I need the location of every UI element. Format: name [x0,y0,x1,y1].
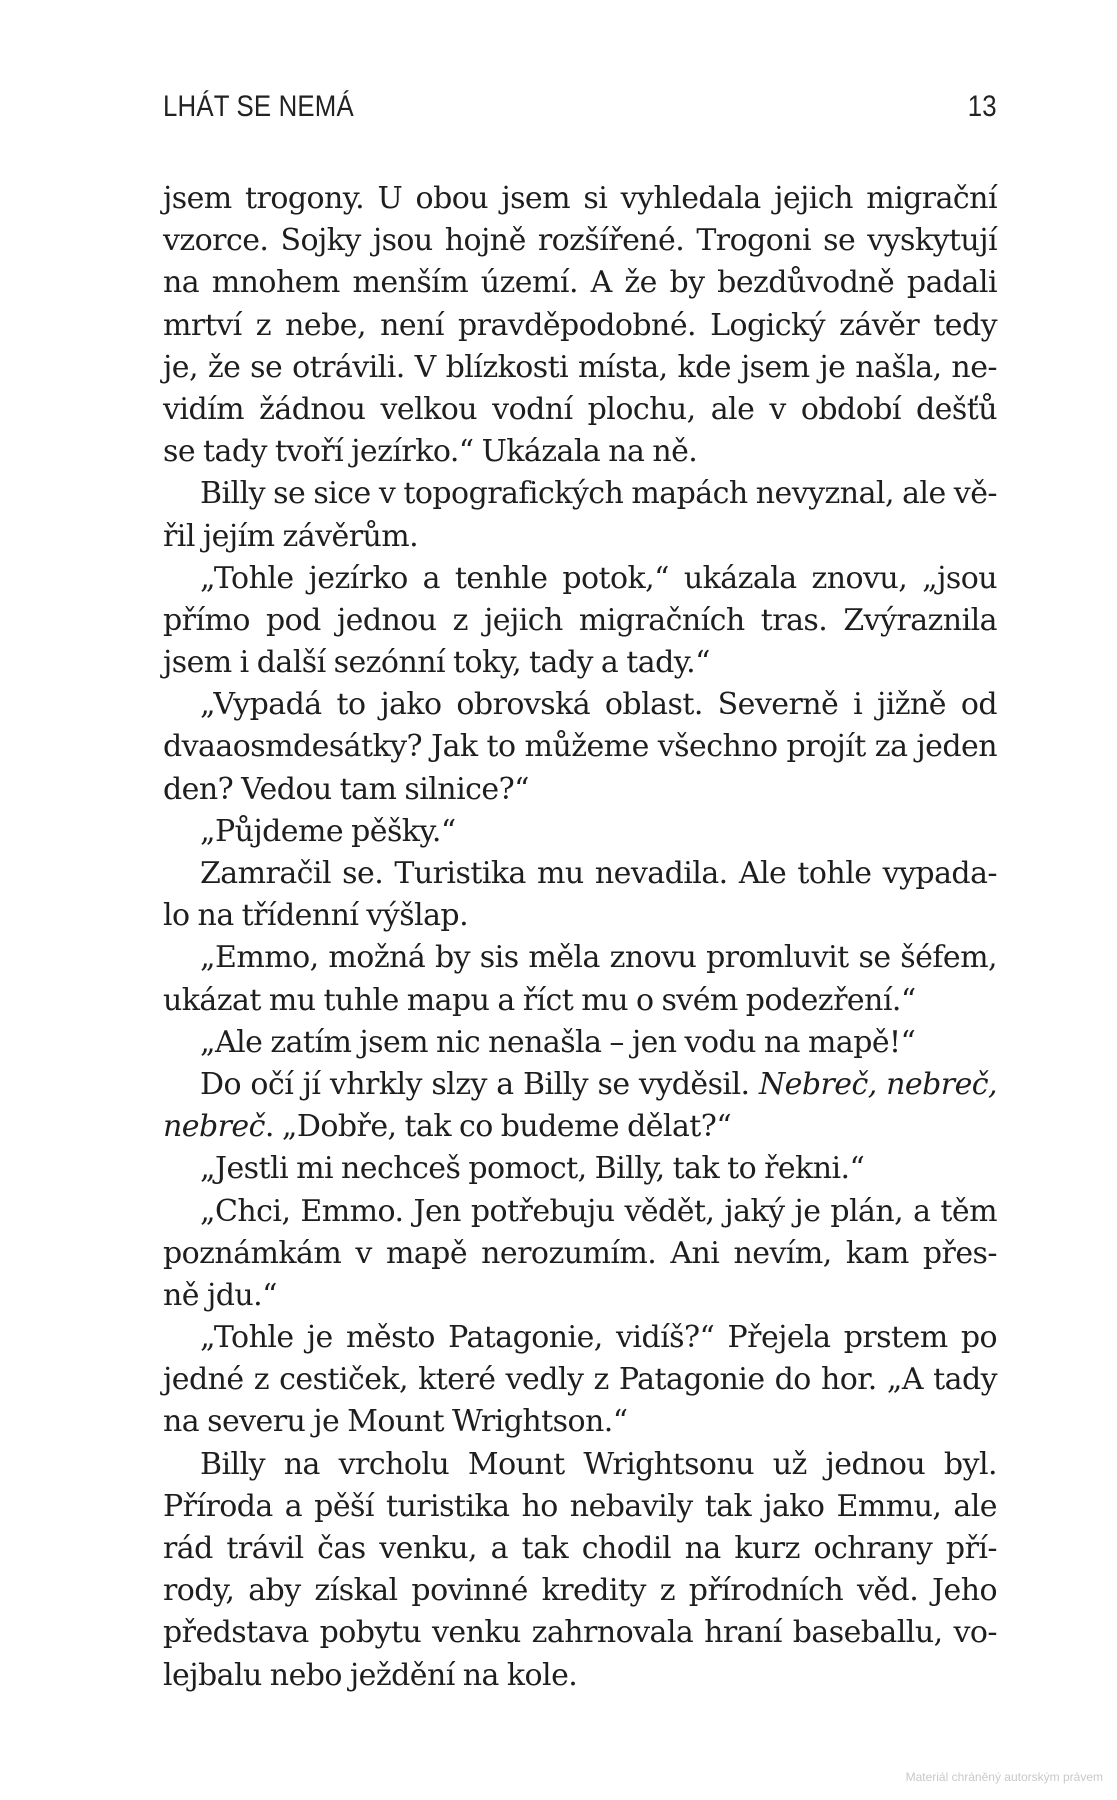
text-line: Zamračil se. Turistika mu nevadila. Ale tohle vypada- [200,856,997,891]
body-text [163,178,997,1697]
text-line: jsem i další sezónní toky, tady a tady.“ [163,645,710,681]
text-line: „Půjdeme pěšky.“ [200,813,456,849]
text-line: „Chci, Emmo. Jen potřebuju vědět, jaký je plán, a těm [200,1193,997,1229]
text-line: rád trávil čas venku, a tak chodil na kurz ochrany pří- [163,1531,997,1566]
text-line: na severu je Mount Wrightson.“ [163,1404,628,1440]
italic-text: Nebreč, nebreč, [758,1066,998,1102]
text-line: jedné z cestiček, které vedly z Patagonie do hor. „A tady [163,1362,997,1398]
text-line: řil jejím závěrům. [163,518,419,554]
copyright-watermark: Materiál chráněný autorským právem [905,1770,1103,1784]
text-line: na mnohem menším území. A že by bezdůvodně padali [163,265,997,301]
text-line: „Ale zatím jsem nic nenašla – jen vodu na mapě!“ [200,1024,916,1060]
text-line: „Jestli mi nechceš pomoct, Billy, tak to řekni.“ [200,1151,865,1187]
text-line: rody, aby získal povinné kredity z přírodních věd. Jeho [163,1573,997,1609]
text-line: lejbalu nebo ježdění na kole. [163,1657,578,1693]
text-line: se tady tvoří jezírko.“ Ukázala na ně. [163,434,698,470]
text-line: den? Vedou tam silnice?“ [163,771,529,807]
text-line: Billy se sice v topografických mapách nevyznal, ale vě- [200,476,997,512]
page-number: 13 [967,90,997,123]
text-line: ně jdu.“ [163,1277,277,1313]
text-line: přímo pod jednou z jejich migračních tras. Zvýraznila [163,602,997,638]
text-line: „Vypadá to jako obrovská oblast. Severně i jižně od [200,687,997,723]
text-line: vzorce. Sojky jsou hojně rozšířené. Trogoni se vyskytují [163,223,997,259]
text-run: . „Dobře, tak co budeme dělat?“ [264,1109,732,1145]
text-line: poznámkám v mapě nerozumím. Ani nevím, kam přes- [163,1235,997,1271]
text-line: „Emmo, možná by sis měla znovu promluvit se šéfem, [200,940,997,976]
text-line: ukázat mu tuhle mapu a říct mu o svém podezření.“ [163,982,916,1018]
chapter-title: LHÁT SE NEMÁ [163,90,354,123]
running-header [163,82,997,132]
text-line: Příroda a pěší turistika ho nebavily tak jako Emmu, ale [163,1488,997,1524]
text-line: „Tohle je město Patagonie, vidíš?“ Přejela prstem po [200,1320,997,1356]
text-line: jsem trogony. U obou jsem si vyhledala jejich migrační [163,181,997,216]
text-run: Do očí jí vhrkly slzy a Billy se vyděsil. [200,1066,759,1102]
text-line: „Tohle jezírko a tenhle potok,“ ukázala znovu, „jsou [200,560,997,596]
text-line: dvaaosmdesátky? Jak to můžeme všechno projít za jeden [163,729,997,765]
text-line: vidím žádnou velkou vodní plochu, ale v období dešťů [163,391,997,427]
italic-text: nebreč [163,1109,265,1145]
text-line: lo na třídenní výšlap. [163,898,469,934]
text-line: je, že se otrávili. V blízkosti místa, kde jsem je našla, ne- [163,349,997,385]
text-line [163,1106,997,1148]
text-line: mrtví z nebe, není pravděpodobné. Logický závěr tedy [163,307,997,343]
text-line: Billy na vrcholu Mount Wrightsonu už jednou byl. [200,1446,997,1482]
text-line [163,1064,997,1106]
text-line: představa pobytu venku zahrnovala hraní baseballu, vo- [163,1615,997,1651]
